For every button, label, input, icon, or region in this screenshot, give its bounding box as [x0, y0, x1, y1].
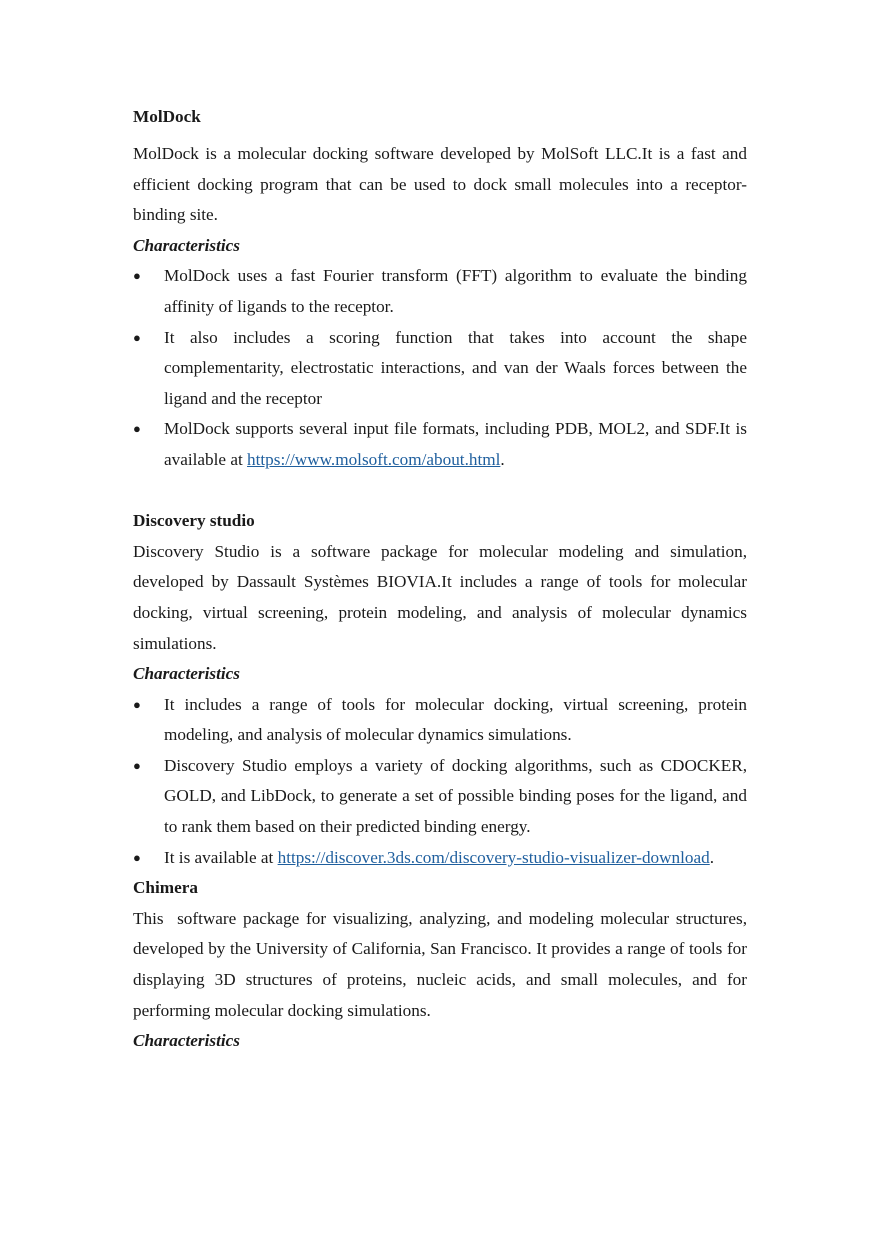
section-title: Discovery studio: [133, 511, 255, 531]
section-description: MolDock is a molecular docking software developed by MolSoft LLC.It is a fast and efficient docking program that can be used to dock small molecules into a receptor-binding site.: [133, 144, 747, 225]
characteristics-heading: Characteristics: [133, 664, 240, 684]
list-item: [133, 690, 747, 751]
list-item-text: It is available at: [164, 847, 278, 867]
molsoft-link[interactable]: https://www.molsoft.com/about.html: [247, 449, 501, 469]
discovery-studio-link[interactable]: https://discover.3ds.com/discovery-studio-visualizer-download: [277, 847, 710, 867]
bullet-icon: ●: [133, 421, 141, 437]
list-item-text: It includes a range of tools for molecular docking, virtual screening, protein modeling, and analysis of molecular dynamics simulations.: [164, 694, 747, 745]
list-item-text: It also includes a scoring function that takes into account the shape complementarity, electrostatic interactions, and van der Waals forces between the ligand and the receptor: [164, 327, 747, 408]
list-item-suffix: .: [500, 449, 505, 469]
section-title: Chimera: [133, 878, 198, 898]
document-page: [133, 100, 752, 1057]
characteristics-heading: Characteristics: [133, 1031, 240, 1051]
characteristics-list: [133, 261, 747, 475]
list-item-text: MolDock uses a fast Fourier transform (FFT) algorithm to evaluate the binding affinity of ligands to the receptor.: [164, 266, 747, 316]
section-description: Discovery Studio is a software package for molecular modeling and simulation, developed by Dassault Systèmes BIOVIA.It includes a range of tools for molecular docking, virtual screening, protein modeling, and analysis of molecular dynamics simulations.: [133, 541, 747, 653]
characteristics-heading: Characteristics: [133, 235, 240, 255]
list-item: [133, 843, 747, 874]
characteristics-list: [133, 690, 747, 874]
section-title: MolDock: [133, 107, 201, 126]
section-discovery-studio: [133, 506, 747, 873]
list-item: [133, 414, 747, 475]
bullet-icon: ●: [133, 696, 141, 712]
list-item-text: Discovery Studio employs a variety of docking algorithms, such as CDOCKER, GOLD, and LibDock, to generate a set of possible binding poses for the ligand, and to rank them based on their predicted binding energy.: [164, 755, 747, 837]
section-moldock: [133, 100, 747, 476]
bullet-icon: ●: [133, 849, 141, 865]
list-item-text: MolDock supports several input file formats, including PDB, MOL2, and SDF.It is available at: [164, 419, 747, 469]
list-item: [133, 261, 747, 322]
bullet-icon: ●: [133, 268, 141, 284]
bullet-icon: ●: [133, 329, 141, 345]
bullet-icon: ●: [133, 757, 141, 773]
section-description: This software package for visualizing, analyzing, and modeling molecular structures, developed by the University of California, San Francisco. It provides a range of tools for displaying 3D structures of proteins, nucleic acids, and small molecules, and for performing molecular docking simulations.: [133, 908, 752, 1020]
section-spacer: [133, 476, 747, 507]
list-item-suffix: .: [709, 847, 715, 867]
list-item: [133, 323, 747, 415]
section-chimera: [133, 873, 752, 1057]
list-item: [133, 751, 747, 843]
